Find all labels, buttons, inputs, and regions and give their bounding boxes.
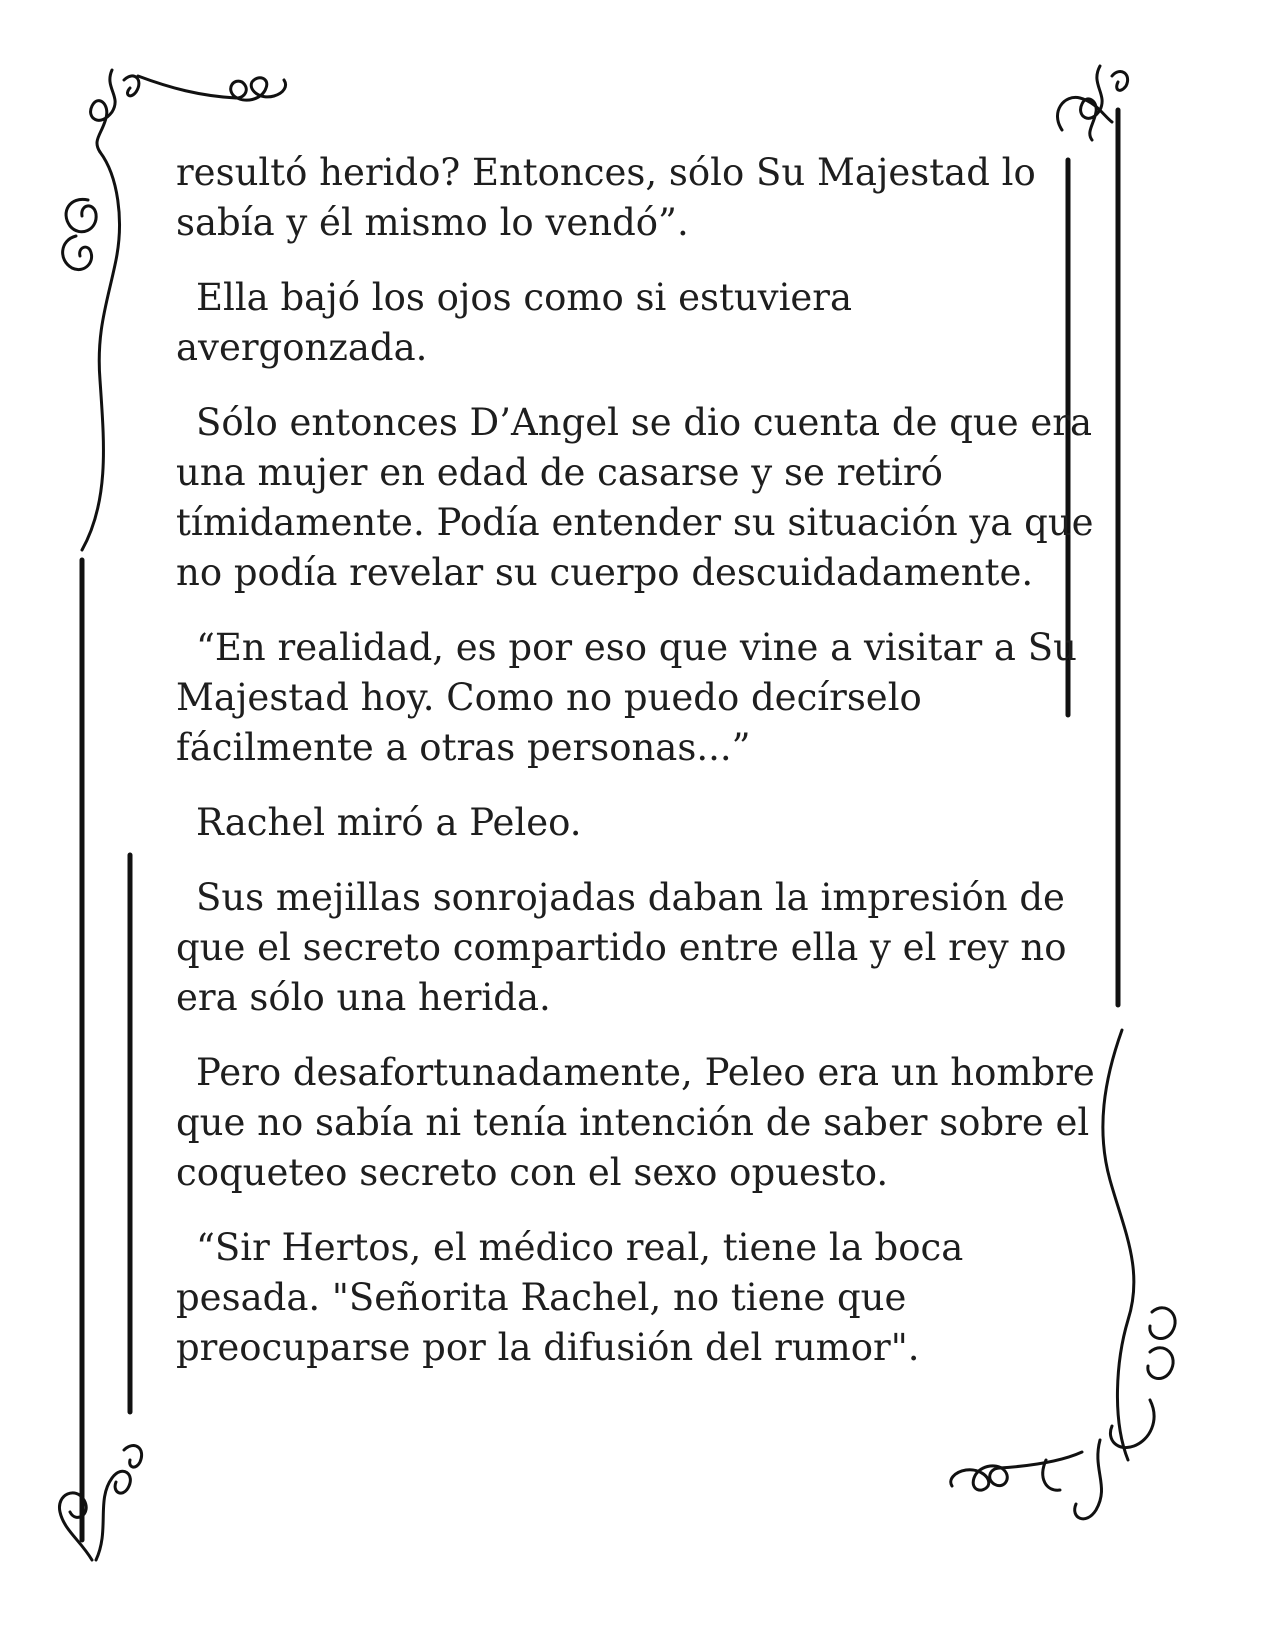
paragraph-6: Sus mejillas sonrojadas daban la impresión de que el secreto compartido entre ella y el rey no era sólo una herida. [176, 876, 1067, 1019]
paragraph-8: “Sir Hertos, el médico real, tiene la boca pesada. "Señorita Rachel, no tiene que preocuparse por la difusión del rumor". [176, 1226, 964, 1369]
paragraph-7: Pero desafortunadamente, Peleo era un hombre que no sabía ni tenía intención de saber sobre el coqueteo secreto con el sexo opuesto. [176, 1051, 1095, 1194]
paragraph-4: “En realidad, es por eso que vine a visitar a Su Majestad hoy. Como no puedo decírselo fácilmente a otras personas...” [176, 626, 1077, 769]
paragraph-2: Ella bajó los ojos como si estuviera avergonzada. [176, 276, 853, 369]
paragraph-1: resultó herido? Entonces, sólo Su Majestad lo sabía y él mismo lo vendó”. [176, 151, 1036, 244]
paragraph-3: Sólo entonces D’Angel se dio cuenta de que era una mujer en edad de casarse y se retiró tímidamente. Podía entender su situación ya que no podía revelar su cuerpo descuidadamente. [176, 401, 1094, 594]
story-text [176, 148, 1106, 1398]
paragraph-5: Rachel miró a Peleo. [196, 801, 582, 844]
bottom-left-flourish [59, 1446, 141, 1560]
